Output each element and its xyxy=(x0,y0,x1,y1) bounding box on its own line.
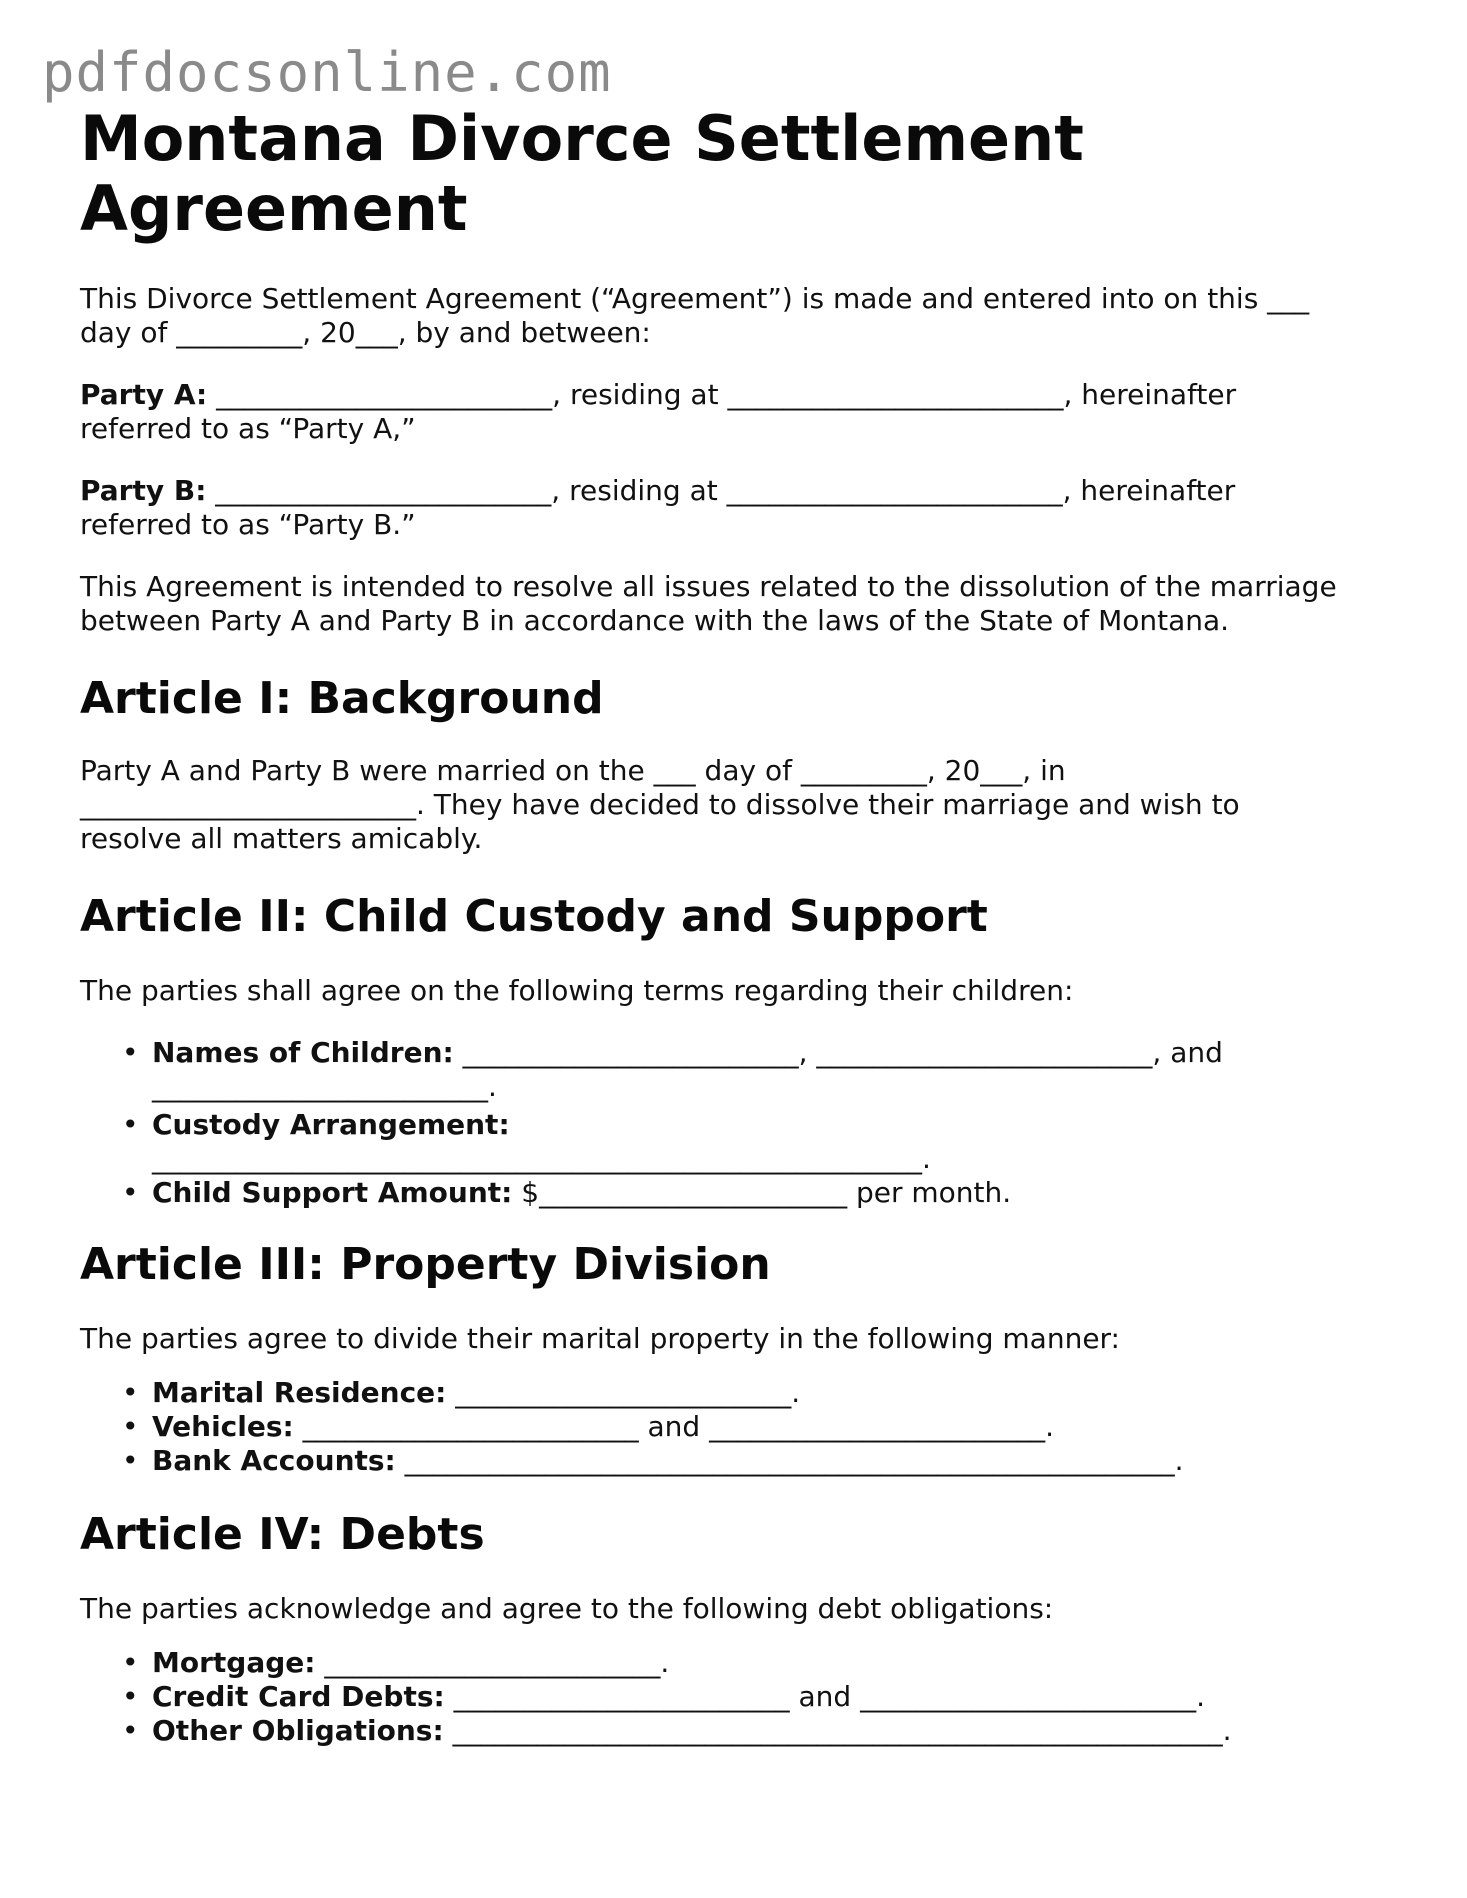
article-2-intro: The parties shall agree on the following terms regarding their children: xyxy=(80,974,1074,1007)
article-1-line-2: ________________________. They have decided to dissolve their marriage and wish to xyxy=(80,788,1240,821)
party-a-paragraph xyxy=(80,378,1380,446)
list-item-children xyxy=(152,1036,1380,1104)
mortgage-label: Mortgage: xyxy=(152,1646,316,1679)
support-text: $______________________ per month. xyxy=(512,1176,1012,1209)
custody-line-2: _______________________________________________________. xyxy=(152,1142,931,1175)
title-line-2: Agreement xyxy=(80,172,468,245)
vehicles-text: ________________________ and ________________________. xyxy=(293,1410,1054,1443)
list-item-credit xyxy=(152,1680,1380,1714)
list-item-residence xyxy=(152,1376,1380,1410)
list-item-vehicles xyxy=(152,1410,1380,1444)
purpose-paragraph xyxy=(80,570,1380,638)
children-line-1: ________________________, ________________________, and xyxy=(453,1036,1223,1069)
party-b-line-2: referred to as “Party B.” xyxy=(80,508,416,541)
list-item-support xyxy=(152,1176,1380,1210)
party-b-label: Party B: xyxy=(80,474,207,507)
list-item-bank xyxy=(152,1444,1380,1478)
watermark: pdfdocsonline.com xyxy=(42,41,612,104)
article-1-line-1: Party A and Party B were married on the ___ day of _________, 20___, in xyxy=(80,754,1066,787)
party-a-line-1: ________________________, residing at ________________________, hereinafter xyxy=(207,378,1237,411)
article-3-heading: Article III: Property Division xyxy=(80,1239,771,1290)
party-b-paragraph xyxy=(80,474,1380,542)
list-item-custody xyxy=(152,1108,1380,1176)
mortgage-text: ________________________. xyxy=(315,1646,670,1679)
residence-label: Marital Residence: xyxy=(152,1376,447,1409)
custody-label: Custody Arrangement: xyxy=(152,1108,510,1141)
list-item-other xyxy=(152,1714,1380,1748)
article-4-heading: Article IV: Debts xyxy=(80,1509,485,1560)
article-2-list xyxy=(80,1036,1380,1210)
bank-label: Bank Accounts: xyxy=(152,1444,396,1477)
article-3-intro: The parties agree to divide their marital property in the following manner: xyxy=(80,1322,1120,1355)
purpose-line-2: between Party A and Party B in accordance with the laws of the State of Montana. xyxy=(80,604,1230,637)
article-1-paragraph xyxy=(80,754,1380,856)
article-2-heading: Article II: Child Custody and Support xyxy=(80,891,988,942)
list-item-mortgage xyxy=(152,1646,1380,1680)
children-line-2: ________________________. xyxy=(152,1070,497,1103)
other-label: Other Obligations: xyxy=(152,1714,444,1747)
article-4-list xyxy=(80,1646,1380,1748)
children-label: Names of Children: xyxy=(152,1036,454,1069)
article-1-line-3: resolve all matters amicably. xyxy=(80,822,483,855)
party-b-line-1: ________________________, residing at ________________________, hereinafter xyxy=(206,474,1236,507)
residence-text: ________________________. xyxy=(446,1376,801,1409)
credit-label: Credit Card Debts: xyxy=(152,1680,445,1713)
party-a-line-2: referred to as “Party A,” xyxy=(80,412,416,445)
other-text: _______________________________________________________. xyxy=(443,1714,1232,1747)
intro-line-1: This Divorce Settlement Agreement (“Agreement”) is made and entered into on this ___ xyxy=(80,282,1310,315)
document-page xyxy=(80,104,1380,1748)
article-1-heading: Article I: Background xyxy=(80,673,604,724)
purpose-line-1: This Agreement is intended to resolve all issues related to the dissolution of the marriage xyxy=(80,570,1337,603)
support-label: Child Support Amount: xyxy=(152,1176,513,1209)
vehicles-label: Vehicles: xyxy=(152,1410,294,1443)
article-3-list xyxy=(80,1376,1380,1478)
intro-line-2: day of _________, 20___, by and between: xyxy=(80,316,651,349)
title-line-1: Montana Divorce Settlement xyxy=(80,102,1084,175)
intro-paragraph xyxy=(80,282,1380,350)
article-4-intro: The parties acknowledge and agree to the following debt obligations: xyxy=(80,1592,1054,1625)
party-a-label: Party A: xyxy=(80,378,208,411)
document-title xyxy=(80,104,1380,244)
credit-text: ________________________ and ________________________. xyxy=(444,1680,1205,1713)
bank-text: _______________________________________________________. xyxy=(395,1444,1184,1477)
